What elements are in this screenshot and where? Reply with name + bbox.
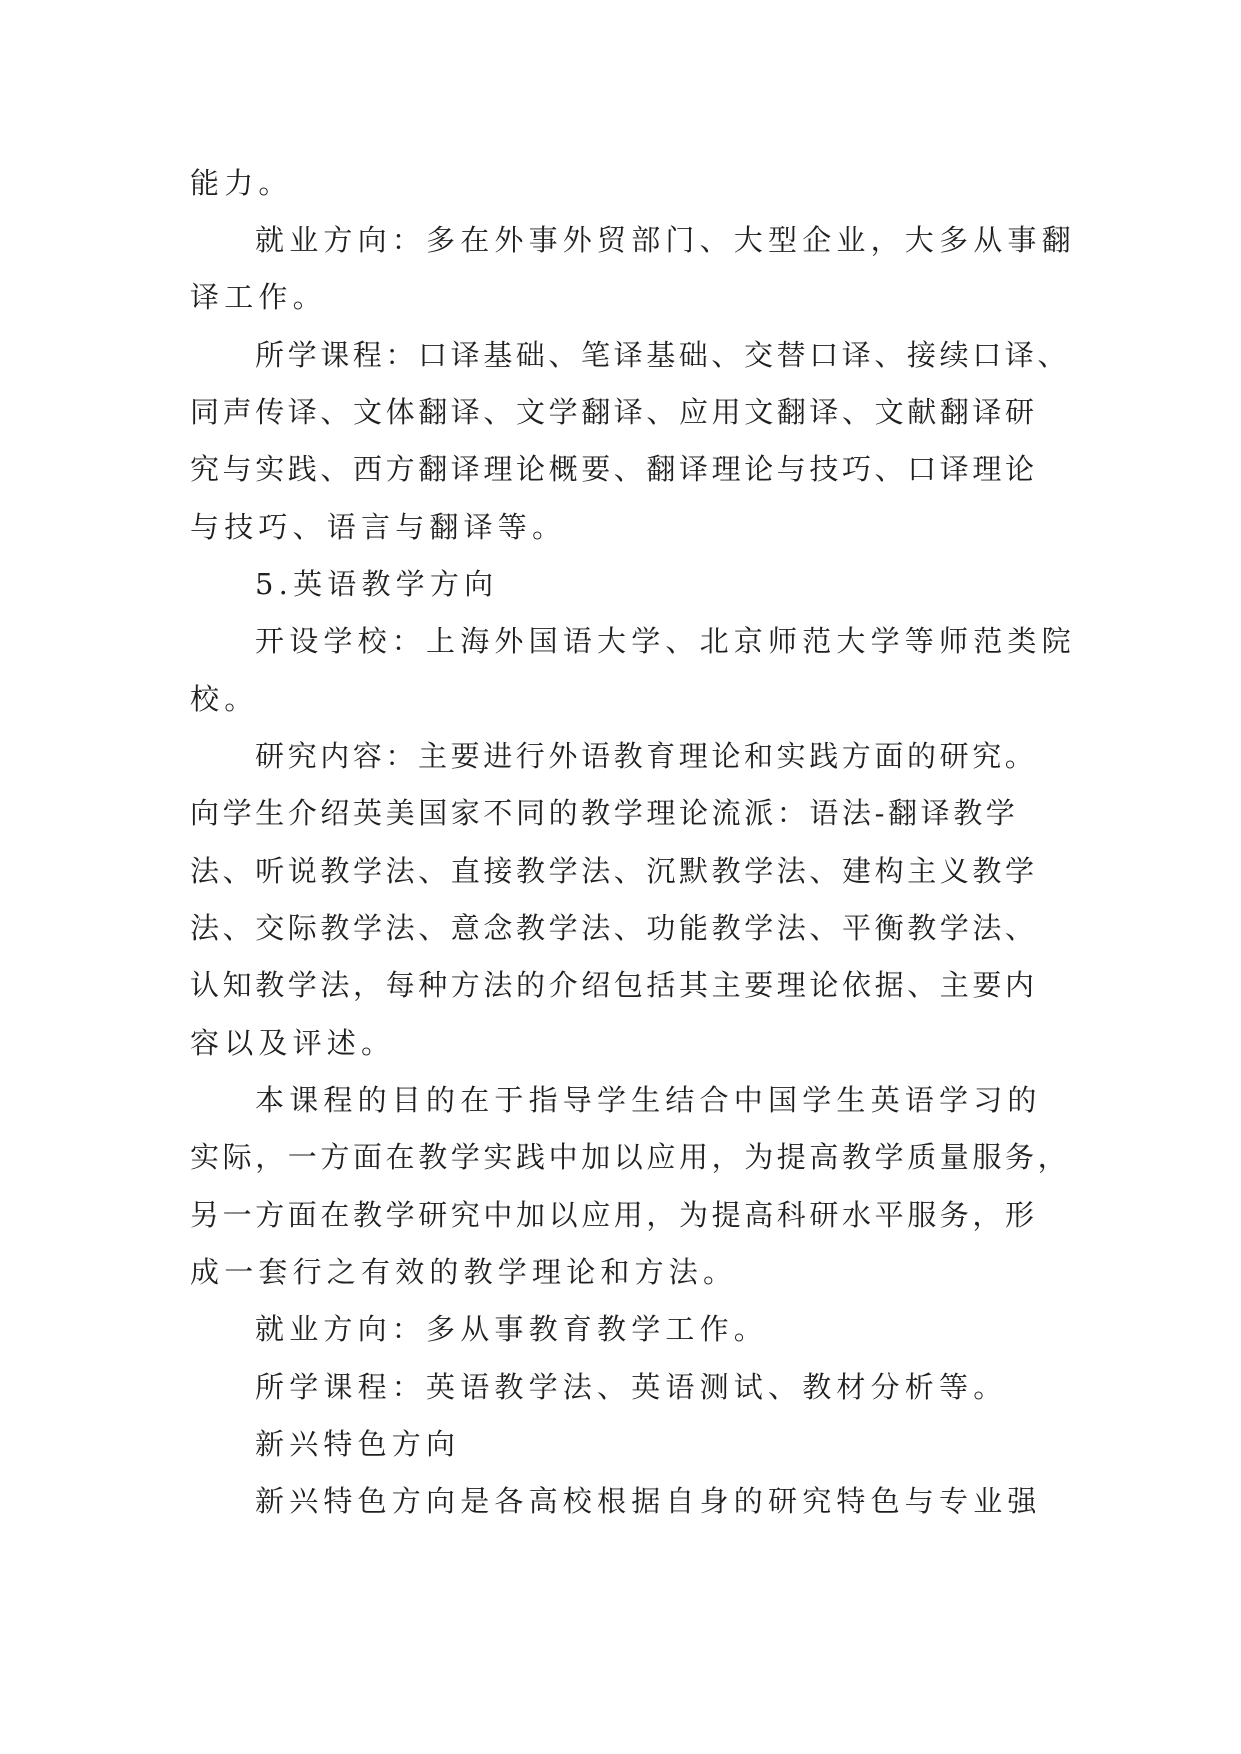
text-line: 法、听说教学法、直接教学法、沉默教学法、建构主义教学	[190, 854, 1038, 888]
text-line: 另一方面在教学研究中加以应用，为提高科研水平服务，形	[190, 1198, 1038, 1232]
text-line: 同声传译、文体翻译、文学翻译、应用文翻译、文献翻译研	[190, 395, 1038, 429]
text-line: 法、交际教学法、意念教学法、功能教学法、平衡教学法、	[190, 911, 1038, 945]
section-heading: 新兴特色方向	[255, 1427, 461, 1461]
text-line: 向学生介绍英美国家不同的教学理论流派：语法-翻译教学	[190, 796, 1019, 830]
text-line: 所学课程：口译基础、笔译基础、交替口译、接续口译、	[255, 338, 1071, 372]
section-heading: 5.英语教学方向	[255, 567, 499, 601]
text-line: 新兴特色方向是各高校根据自身的研究特色与专业强	[255, 1484, 1042, 1518]
text-line: 究与实践、西方翻译理论概要、翻译理论与技巧、口译理论	[190, 452, 1038, 486]
text-line: 能力。	[190, 166, 293, 200]
text-line: 容以及评述。	[190, 1026, 396, 1060]
text-line: 实际，一方面在教学实践中加以应用，为提高教学质量服务，	[190, 1140, 1071, 1174]
text-line: 与技巧、语言与翻译等。	[190, 510, 567, 544]
text-line: 开设学校：上海外国语大学、北京师范大学等师范类院	[255, 624, 1076, 658]
text-line: 译工作。	[190, 280, 327, 314]
text-line: 成一套行之有效的教学理论和方法。	[190, 1255, 738, 1289]
text-line: 校。	[190, 682, 259, 716]
text-line: 本课程的目的在于指导学生结合中国学生英语学习的	[255, 1083, 1042, 1117]
text-line: 研究内容：主要进行外语教育理论和实践方面的研究。	[255, 739, 1038, 773]
text-line: 认知教学法，每种方法的介绍包括其主要理论依据、主要内	[190, 968, 1038, 1002]
text-line: 就业方向：多从事教育教学工作。	[255, 1312, 769, 1346]
text-line: 所学课程：英语教学法、英语测试、教材分析等。	[255, 1370, 1008, 1404]
text-line: 就业方向：多在外事外贸部门、大型企业，大多从事翻	[255, 223, 1076, 257]
